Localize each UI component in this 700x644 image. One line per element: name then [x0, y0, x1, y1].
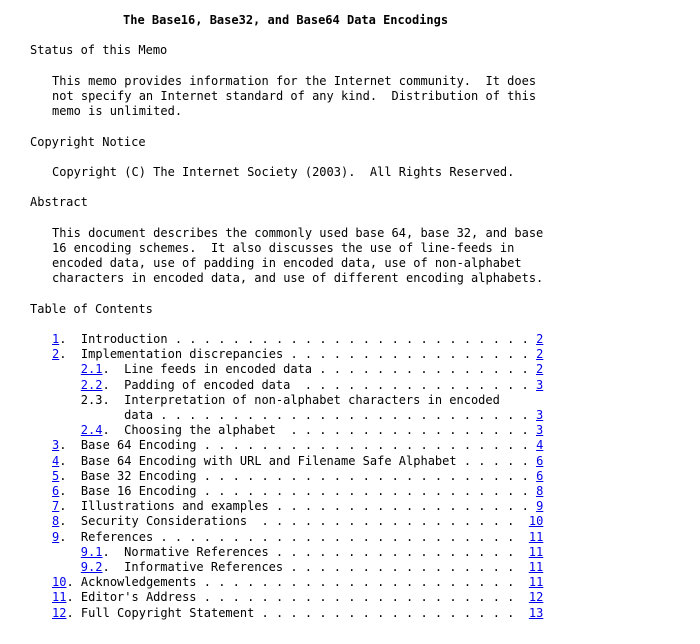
toc-section-link[interactable]: 12 [52, 605, 67, 620]
toc-label: Base 32 Encoding [80, 468, 197, 483]
toc-entry: 11. Editor's Address . . . . . . . . . . . . . . . . . . . . . . 12 [52, 590, 544, 605]
abstract-heading: Abstract [30, 195, 88, 209]
status-line: memo is unlimited. [52, 104, 183, 118]
toc-section-link[interactable]: 10 [52, 575, 67, 590]
toc-label: Base 64 Encoding with URL and Filename Safe Alphabet [80, 453, 457, 468]
toc-label: Choosing the alphabet [124, 423, 276, 438]
abstract-line: encoded data, use of padding in encoded data, use of non-alphabet [52, 256, 522, 270]
toc-label: Acknowledgements [80, 575, 197, 590]
toc-page-link[interactable]: 6 [536, 453, 544, 468]
toc-page-link[interactable]: 3 [535, 408, 544, 422]
toc-label: Base 16 Encoding [80, 484, 197, 498]
toc-page-link[interactable]: 6 [536, 468, 544, 483]
toc-label: Interpretation of non-alphabet characters in encoded [124, 392, 500, 407]
toc-section-link[interactable]: 6 [52, 484, 60, 498]
toc-page-link[interactable]: 2 [536, 332, 544, 346]
toc-page-link[interactable]: 12 [528, 590, 544, 605]
toc-page-link[interactable]: 4 [536, 438, 544, 453]
toc-page-link[interactable]: 11 [528, 529, 544, 544]
toc-page-link[interactable]: 11 [528, 575, 544, 590]
abstract-line: 16 encoding schemes. It also discusses the use of line-feeds in [52, 241, 515, 255]
toc-section-link[interactable]: 5 [52, 468, 60, 483]
copyright-heading: Copyright Notice [30, 135, 146, 149]
toc-section-link[interactable]: 2.1 [80, 362, 103, 377]
status-line: not specify an Internet standard of any kind. Distribution of this [52, 89, 537, 103]
document-title: The Base16, Base32, and Base64 Data Encodings [123, 13, 449, 27]
toc-entry: 4. Base 64 Encoding with URL and Filename Safe Alphabet . . . . . 6 [52, 453, 544, 468]
toc-page-link[interactable]: 2 [535, 362, 544, 377]
toc-page-link[interactable]: 2 [536, 347, 544, 362]
toc-section-link[interactable]: 11 [52, 590, 67, 605]
toc-entry: 2.2. Padding of encoded data . . . . . . . . . . . . . . . . 3 [80, 377, 544, 392]
toc-section-link[interactable]: 2.2 [80, 377, 103, 392]
toc-entry: 6. Base 16 Encoding . . . . . . . . . . . . . . . . . . . . . . . 8 [52, 484, 544, 498]
toc-label: Security Considerations [80, 514, 248, 529]
toc-entry: 9.2. Informative References . . . . . . . . . . . . . . . . 11 [80, 560, 544, 574]
toc-page-link[interactable]: 3 [535, 377, 544, 392]
toc-label: Padding of encoded data [124, 377, 291, 392]
toc-entry: 2.4. Choosing the alphabet . . . . . . . . . . . . . . . . . 3 [80, 423, 544, 438]
toc-label: Line feeds in encoded data [124, 362, 313, 377]
toc-section-link[interactable]: 4 [52, 453, 60, 468]
toc-page-link[interactable]: 10 [528, 514, 544, 529]
toc-entry: 2.1. Line feeds in encoded data . . . . . . . . . . . . . . . 2 [80, 362, 544, 377]
status-heading: Status of this Memo [30, 43, 168, 57]
toc-label: Informative References [124, 560, 284, 574]
toc-entry: 9.1. Normative References . . . . . . . . . . . . . . . . . 11 [80, 544, 544, 559]
toc-entry: 7. Illustrations and examples . . . . . . . . . . . . . . . . . . 9 [52, 499, 544, 514]
toc-entry: 3. Base 64 Encoding . . . . . . . . . . . . . . . . . . . . . . . 4 [52, 438, 544, 453]
toc-entry: 12. Full Copyright Statement . . . . . . . . . . . . . . . . . . 13 [52, 605, 544, 620]
abstract-line: characters in encoded data, and use of different encoding alphabets. [52, 271, 544, 285]
toc-label: Full Copyright Statement [80, 605, 255, 620]
status-line: This memo provides information for the Internet community. It does [52, 74, 537, 88]
abstract-line: This document describes the commonly used base 64, base 32, and base [52, 226, 544, 240]
toc-entry: 10. Acknowledgements . . . . . . . . . . . . . . . . . . . . . . 11 [52, 575, 544, 590]
toc-entry: data . . . . . . . . . . . . . . . . . . . . . . . . . . 3 [124, 408, 544, 422]
toc-section-link[interactable]: 9.1 [80, 544, 103, 559]
toc-label: Normative References [124, 544, 269, 559]
toc-heading: Table of Contents [30, 302, 153, 316]
toc-label: Base 64 Encoding [80, 438, 197, 453]
toc-section-link[interactable]: 9.2 [80, 560, 103, 574]
toc-section-link[interactable]: 1 [52, 332, 60, 346]
toc-entry: 8. Security Considerations . . . . . . . . . . . . . . . . . . 10 [52, 514, 544, 529]
toc-section-link[interactable]: 9 [52, 529, 60, 544]
toc-label: Introduction [80, 332, 168, 346]
toc-entry: 5. Base 32 Encoding . . . . . . . . . . . . . . . . . . . . . . . 6 [52, 468, 544, 483]
toc-section-link[interactable]: 3 [52, 438, 60, 453]
toc-page-link[interactable]: 11 [528, 544, 544, 559]
toc-page-link[interactable]: 8 [536, 484, 544, 498]
toc-page-link[interactable]: 9 [536, 499, 544, 514]
toc-label: References [80, 529, 154, 544]
toc-label: Illustrations and examples [80, 499, 269, 514]
toc-entry: 9. References . . . . . . . . . . . . . . . . . . . . . . . . . 11 [52, 529, 544, 544]
toc-section-link[interactable]: 8 [52, 514, 60, 529]
toc-entry: 2.3. Interpretation of non-alphabet characters in encoded [80, 392, 500, 407]
toc-label: Editor's Address [80, 590, 197, 605]
toc-entry: 2. Implementation discrepancies . . . . . . . . . . . . . . . . . 2 [52, 347, 544, 362]
toc-label: Implementation discrepancies [80, 347, 284, 362]
toc-section-link[interactable]: 2.4 [80, 423, 103, 438]
toc-section-link[interactable]: 2 [52, 347, 60, 362]
toc-label: data [124, 408, 154, 422]
toc-page-link[interactable]: 3 [535, 423, 544, 438]
toc-section-link[interactable]: 7 [52, 499, 60, 514]
toc-page-link[interactable]: 13 [528, 605, 544, 620]
toc-page-link[interactable]: 11 [528, 560, 544, 574]
toc-section-link: 2.3 [80, 392, 103, 407]
copyright-text: Copyright (C) The Internet Society (2003). All Rights Reserved. [52, 165, 515, 179]
toc-entry: 1. Introduction . . . . . . . . . . . . . . . . . . . . . . . . . 2 [52, 332, 544, 346]
